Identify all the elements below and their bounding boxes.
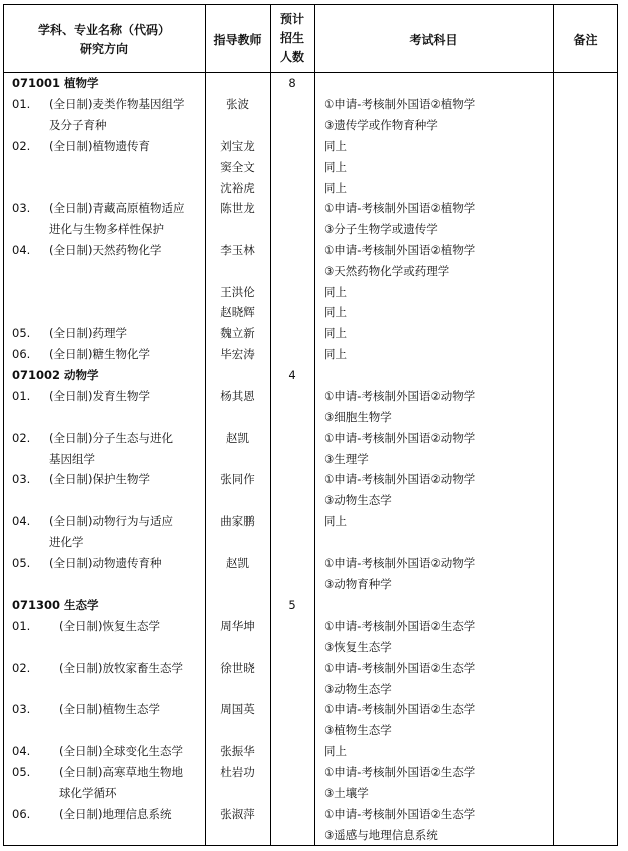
exam-subjects: 同上 — [324, 514, 347, 528]
direction-name: 及分子育种 — [49, 117, 107, 132]
exam-subjects: ①申请-考核制外国语②动物学 — [324, 556, 476, 570]
exam-subjects: 同上 — [324, 347, 347, 361]
advisor-name: 毕宏涛 — [220, 347, 255, 361]
direction-name: (全日制)动物遗传育种 — [49, 556, 162, 570]
exam-subjects: ①申请-考核制外国语②植物学 — [324, 201, 476, 215]
advisor-name: 杜岩功 — [220, 765, 255, 779]
exam-subjects: ①申请-考核制外国语②植物学 — [324, 97, 476, 111]
exam-subjects: 同上 — [324, 326, 347, 340]
section-quota: 8 — [288, 76, 296, 90]
exam-subjects: ③土壤学 — [324, 785, 369, 800]
exam-subjects: 同上 — [324, 744, 347, 758]
column-divider — [314, 4, 315, 846]
header-quota — [270, 10, 314, 67]
header-advisor: 指导教师 — [213, 33, 262, 47]
direction-name: (全日制)天然药物化学 — [49, 243, 162, 257]
exam-subjects: ①申请-考核制外国语②生态学 — [324, 702, 476, 716]
direction-name: (全日制)高寒草地生物地 — [59, 765, 183, 779]
direction-name: (全日制)麦类作物基因组学 — [49, 97, 185, 111]
direction-name: 进化与生物多样性保护 — [49, 221, 164, 236]
header-subject-line2: 研究方向 — [79, 42, 128, 56]
direction-name: (全日制)保护生物学 — [49, 472, 150, 486]
exam-subjects: ①申请-考核制外国语②动物学 — [324, 472, 476, 486]
advisor-name: 张振华 — [220, 744, 255, 758]
advisor-name: 魏立新 — [220, 326, 255, 340]
exam-subjects: ①申请-考核制外国语②生态学 — [324, 765, 476, 779]
exam-subjects: ③动物生态学 — [324, 681, 392, 696]
column-divider — [205, 4, 206, 846]
direction-name: (全日制)放牧家畜生态学 — [59, 661, 183, 675]
header-divider — [3, 72, 618, 73]
exam-subjects: 同上 — [324, 305, 347, 320]
direction-number: 03. — [12, 201, 31, 215]
direction-name: (全日制)恢复生态学 — [59, 619, 160, 633]
direction-name: 基因组学 — [49, 451, 95, 466]
exam-subjects: ③天然药物化学或药理学 — [324, 263, 450, 278]
advisor-name: 杨其恩 — [220, 389, 255, 403]
header-subject — [3, 21, 205, 59]
advisor-name: 赵凯 — [226, 556, 249, 570]
advisor-name: 沈裕虎 — [220, 180, 255, 195]
direction-number: 03. — [12, 472, 31, 486]
direction-number: 04. — [12, 243, 31, 257]
direction-name: 进化学 — [49, 534, 84, 549]
advisor-name: 李玉林 — [220, 243, 255, 257]
exam-subjects: ①申请-考核制外国语②生态学 — [324, 661, 476, 675]
direction-number: 05. — [12, 765, 31, 779]
direction-number: 05. — [12, 326, 31, 340]
exam-subjects: 同上 — [324, 284, 347, 299]
exam-subjects: 同上 — [324, 139, 347, 153]
direction-number: 06. — [12, 347, 31, 361]
direction-number: 06. — [12, 807, 31, 821]
section-title: 071002 动物学 — [12, 368, 99, 382]
exam-subjects: ①申请-考核制外国语②植物学 — [324, 243, 476, 257]
header-exam: 考试科目 — [409, 33, 458, 47]
advisor-name: 赵凯 — [226, 431, 249, 445]
advisor-name: 陈世龙 — [220, 201, 255, 215]
header-subject-line1: 学科、专业名称（代码） — [37, 23, 170, 37]
header-quota-line: 预计 — [279, 12, 304, 26]
direction-number: 03. — [12, 702, 31, 716]
exam-subjects: ①申请-考核制外国语②动物学 — [324, 431, 476, 445]
exam-subjects: ③植物生态学 — [324, 722, 392, 737]
direction-name: (全日制)分子生态与进化 — [49, 431, 173, 445]
advisor-name: 刘宝龙 — [220, 139, 255, 153]
direction-number: 02. — [12, 661, 31, 675]
advisor-name: 张同作 — [220, 472, 255, 486]
exam-subjects: ③遥感与地理信息系统 — [324, 827, 438, 842]
exam-subjects: ①申请-考核制外国语②生态学 — [324, 619, 476, 633]
column-divider — [553, 4, 554, 846]
direction-number: 01. — [12, 389, 31, 403]
advisor-name: 徐世晓 — [220, 661, 255, 675]
direction-number: 02. — [12, 431, 31, 445]
header-remarks: 备注 — [573, 33, 598, 47]
exam-subjects: ③分子生物学或遗传学 — [324, 221, 438, 236]
exam-subjects: 同上 — [324, 180, 347, 195]
advisor-name: 曲家鹏 — [220, 514, 255, 528]
advisor-name: 周国英 — [220, 702, 255, 716]
direction-number: 04. — [12, 514, 31, 528]
header-quota-line: 人数 — [279, 50, 304, 64]
direction-name: (全日制)全球变化生态学 — [59, 744, 183, 758]
advisor-name: 张淑萍 — [220, 807, 255, 821]
exam-subjects: ①申请-考核制外国语②动物学 — [324, 389, 476, 403]
direction-number: 01. — [12, 97, 31, 111]
direction-name: (全日制)发育生物学 — [49, 389, 150, 403]
advisor-name: 赵晓辉 — [220, 305, 255, 320]
exam-subjects: ③生理学 — [324, 451, 369, 466]
direction-name: (全日制)糖生物化学 — [49, 347, 150, 361]
section-title: 071001 植物学 — [12, 76, 99, 90]
exam-subjects: ③遗传学或作物育种学 — [324, 117, 438, 132]
direction-name: (全日制)地理信息系统 — [59, 807, 172, 821]
advisor-name: 窦全文 — [220, 159, 255, 174]
direction-number: 01. — [12, 619, 31, 633]
direction-number: 04. — [12, 744, 31, 758]
exam-subjects: 同上 — [324, 159, 347, 174]
advisor-name: 张波 — [226, 97, 249, 111]
section-quota: 5 — [288, 598, 296, 612]
direction-name: 球化学循环 — [59, 785, 117, 800]
section-title: 071300 生态学 — [12, 598, 99, 612]
advisor-name: 周华坤 — [220, 619, 255, 633]
direction-name: (全日制)药理学 — [49, 326, 127, 340]
exam-subjects: ③细胞生物学 — [324, 409, 392, 424]
direction-number: 05. — [12, 556, 31, 570]
direction-name: (全日制)动物行为与适应 — [49, 514, 173, 528]
exam-subjects: ①申请-考核制外国语②生态学 — [324, 807, 476, 821]
section-quota: 4 — [288, 368, 296, 382]
exam-subjects: ③恢复生态学 — [324, 639, 392, 654]
direction-name: (全日制)青藏高原植物适应 — [49, 201, 185, 215]
exam-subjects: ③动物生态学 — [324, 492, 392, 507]
direction-number: 02. — [12, 139, 31, 153]
column-divider — [270, 4, 271, 846]
direction-name: (全日制)植物生态学 — [59, 702, 160, 716]
exam-subjects: ③动物育种学 — [324, 576, 392, 591]
advisor-name: 王洪伦 — [220, 284, 255, 299]
header-quota-line: 招生 — [279, 31, 304, 45]
direction-name: (全日制)植物遗传育 — [49, 139, 150, 153]
